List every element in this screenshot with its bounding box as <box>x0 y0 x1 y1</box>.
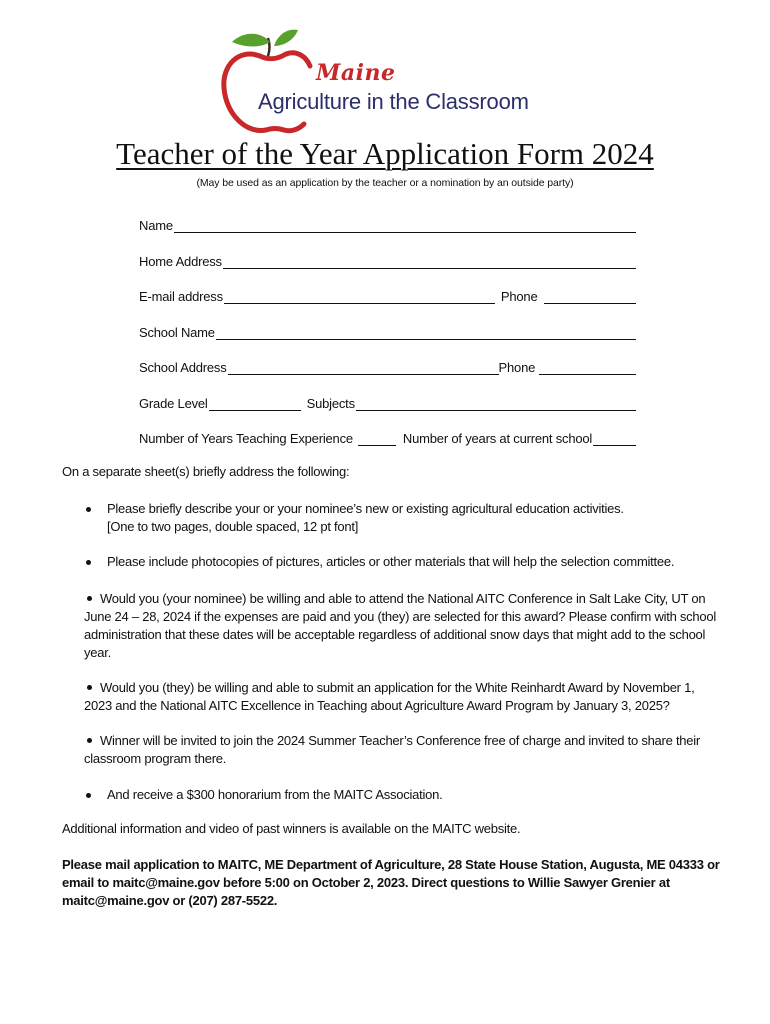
bullet-text: Please include photocopies of pictures, articles or other materials that will help the selection committee. <box>107 554 675 569</box>
logo-script-word: Maine <box>316 60 396 86</box>
maitc-logo <box>220 26 560 138</box>
apple-icon <box>220 26 330 138</box>
bullet-item <box>86 553 716 571</box>
school-address-field-row <box>139 357 636 375</box>
bullet-text: Please briefly describe your or your nominee’s new or existing agricultural education activities. <box>107 501 624 516</box>
grade-level-label: Grade Level <box>139 396 208 411</box>
school-name-label: School Name <box>139 325 215 340</box>
years-teaching-line[interactable] <box>358 431 396 446</box>
name-line[interactable] <box>174 218 636 233</box>
bullet-item <box>84 679 716 715</box>
bullet-item <box>86 500 716 536</box>
school-phone-label: Phone <box>498 360 536 375</box>
bullet-icon <box>87 596 92 601</box>
bullet-item <box>86 786 716 804</box>
intro-text: On a separate sheet(s) briefly address the following: <box>62 464 350 479</box>
home-address-line[interactable] <box>223 254 636 269</box>
subjects-line[interactable] <box>356 396 636 411</box>
home-address-label: Home Address <box>139 254 222 269</box>
phone-line[interactable] <box>544 289 637 304</box>
school-name-field-row <box>139 322 636 340</box>
years-current-line[interactable] <box>593 431 636 446</box>
email-line[interactable] <box>224 289 495 304</box>
mail-instructions-text: Please mail application to MAITC, ME Department of Agriculture, 28 State House Station, Augusta, ME 04333 or email to maitc@maine.gov before 5:00 on October 2, 2023. Direct questions to Willie Sawyer Grenier at maitc@maine.gov or (207) 287-5522. <box>62 857 720 908</box>
page-subtitle: (May be used as an application by the teacher or a nomination by an outside party) <box>196 177 574 189</box>
bullet-icon <box>86 507 91 512</box>
grade-level-line[interactable] <box>209 396 301 411</box>
name-field-row <box>139 215 636 233</box>
name-label: Name <box>139 218 173 233</box>
bullet-icon <box>86 560 91 565</box>
bullet-item <box>84 590 716 662</box>
years-current-label: Number of years at current school <box>402 431 593 446</box>
years-teaching-label: Number of Years Teaching Experience <box>139 431 353 446</box>
experience-field-row <box>139 428 636 446</box>
bullet-icon <box>87 738 92 743</box>
bullet-text: Winner will be invited to join the 2024 Summer Teacher’s Conference free of charge and invited to share their classroom program there. <box>84 733 700 766</box>
school-address-line[interactable] <box>228 360 499 375</box>
bullet-text: Would you (your nominee) be willing and able to attend the National AITC Conference in Salt Lake City, UT on June 24 – 28, 2024 if the expenses are paid and you (they) are selected for this award? Please confirm with school administration that these dates will be acceptable regardless of additional snow days that might add to the school year. <box>84 591 716 660</box>
bullet-item <box>84 732 716 768</box>
bullet-icon <box>87 685 92 690</box>
school-name-line[interactable] <box>216 325 636 340</box>
bullet-text: Would you (they) be willing and able to submit an application for the White Reinhardt Award by November 1, 2023 and the National AITC Excellence in Teaching about Agriculture Award Program by January 3, 2025? <box>84 680 695 713</box>
phone-label: Phone <box>500 289 538 304</box>
school-address-label: School Address <box>139 360 227 375</box>
email-field-row <box>139 286 636 304</box>
school-phone-line[interactable] <box>539 360 636 375</box>
bullet-subtext: [One to two pages, double spaced, 12 pt font] <box>107 519 359 534</box>
bullet-icon <box>86 793 91 798</box>
grade-subjects-field-row <box>139 393 636 411</box>
email-label: E-mail address <box>139 289 223 304</box>
bullet-text: And receive a $300 honorarium from the MAITC Association. <box>107 787 443 802</box>
logo-name: Agriculture in the Classroom <box>258 89 529 114</box>
additional-info-text: Additional information and video of past winners is available on the MAITC website. <box>62 821 521 836</box>
subjects-label: Subjects <box>306 396 355 411</box>
page-title: Teacher of the Year Application Form 2024 <box>116 136 654 171</box>
home-address-field-row <box>139 251 636 269</box>
